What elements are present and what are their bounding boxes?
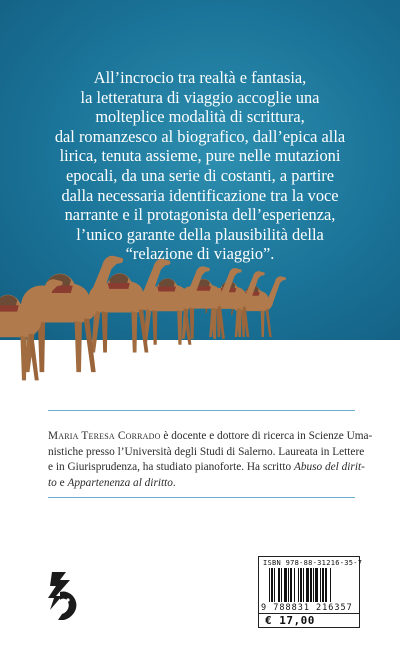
blurb-line: l’unico garante della plausibilità della (76, 224, 324, 244)
isbn-text: ISBN 978-88-31216-35-7 (263, 559, 363, 567)
divider-bottom (48, 497, 355, 498)
blurb-line: molteplice modalità di scrittura, (95, 107, 305, 127)
blurb-line: dalla necessaria identificazione tra la voce (61, 185, 339, 205)
barcode-digits: 9 788831 216357 (261, 603, 353, 613)
author-name: Maria Teresa Corrado (48, 430, 161, 442)
blurb-line: narrante e il protagonista dell’esperienza, (64, 205, 336, 225)
bio-line-4 (48, 476, 358, 492)
divider-top (48, 410, 355, 411)
author-bio (48, 429, 373, 491)
publisher-logo-icon (46, 570, 80, 622)
price-label: € 17,00 (265, 614, 315, 627)
blurb-line: lirica, tenuta assieme, pure nelle mutazioni (59, 146, 341, 166)
blurb-line: “relazione di viaggio”. (125, 244, 275, 264)
blurb-line: epocali, da una serie di costanti, a partire (65, 165, 335, 185)
bio-text: e in Giurisprudenza, ha studiato pianoforte. Ha scritto (48, 461, 294, 474)
camel-caravan-illustration (0, 252, 400, 402)
price-row (259, 613, 359, 628)
blurb-line: la letteratura di viaggio accoglie una (80, 87, 320, 107)
blurb-line: All’incrocio tra realtà e fantasia, (93, 68, 307, 87)
blurb-line: dal romanzesco al biografico, dall’epica alla (54, 126, 346, 146)
bio-text: è docente e dottore di ricerca in Scienze Uma- (160, 430, 373, 442)
book-title-2: Appartenenza al diritto (67, 476, 173, 489)
book-title-1: Abuso del dirit- (293, 461, 365, 474)
book-title-1-cont: to (48, 476, 57, 489)
barcode-bars (269, 568, 355, 602)
bio-text: . (172, 476, 176, 489)
bio-text: e (56, 476, 68, 489)
cover-blurb (30, 68, 370, 264)
bio-line-2: nistiche presso l’Università degli Studi di Salerno. Laureata in Lettere (48, 445, 365, 458)
bio-line-1 (48, 429, 373, 445)
bio-line-3 (48, 460, 365, 476)
barcode-box (258, 556, 363, 628)
